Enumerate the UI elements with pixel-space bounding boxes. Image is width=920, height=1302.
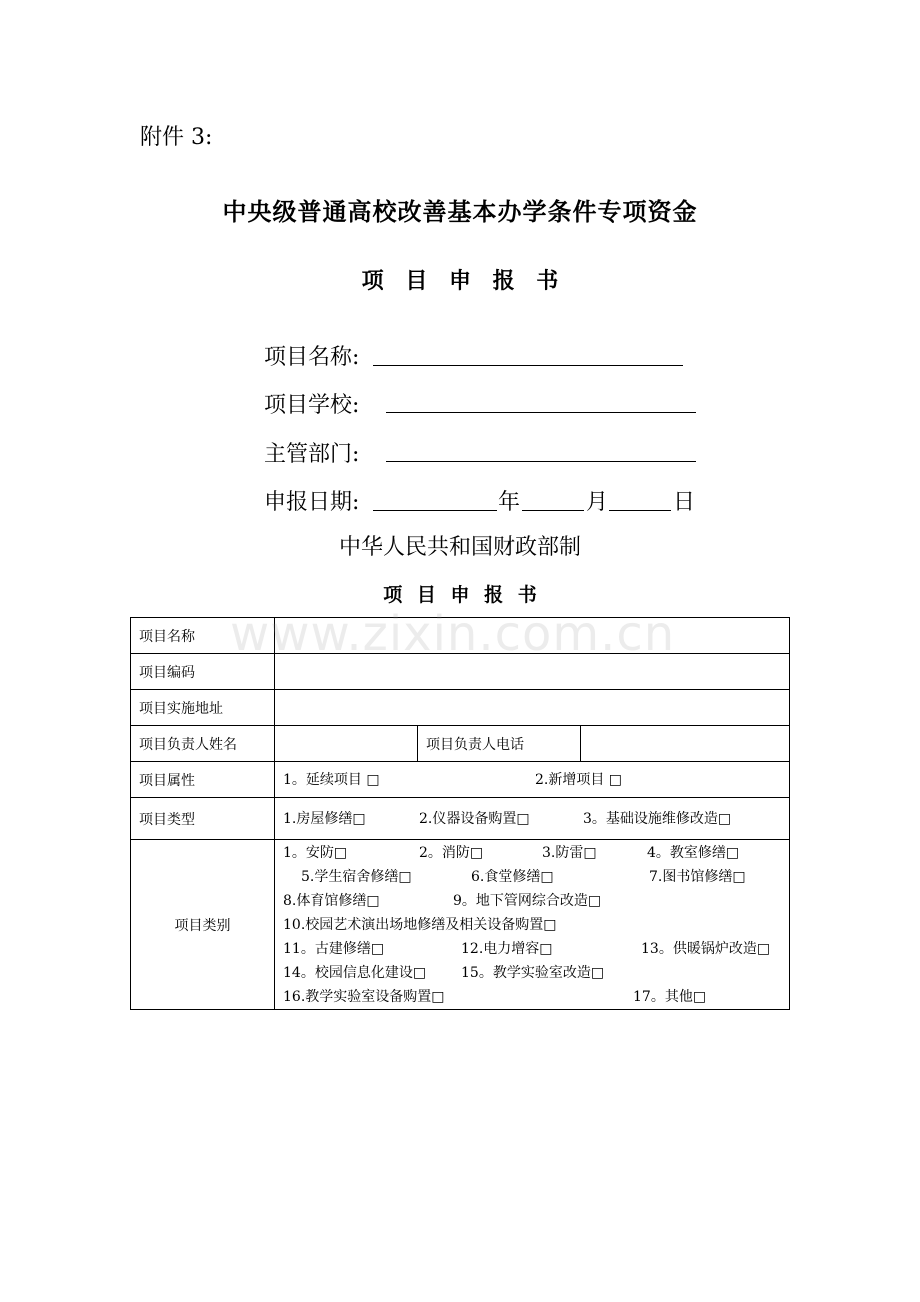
project-name-input-cell[interactable] bbox=[275, 618, 790, 654]
category-option[interactable]: 15。教学实验室改造□ bbox=[461, 964, 605, 981]
attribute-option-new[interactable]: 2.新增项目 □ bbox=[535, 771, 623, 788]
category-option[interactable]: 17。其他□ bbox=[633, 988, 707, 1005]
project-name-field[interactable] bbox=[373, 365, 683, 366]
attribute-cell-label: 项目属性 bbox=[131, 762, 275, 798]
date-month-field[interactable] bbox=[522, 510, 584, 511]
category-option[interactable]: 12.电力增容□ bbox=[461, 940, 553, 957]
table-row bbox=[131, 798, 790, 840]
table-title: 项 目 申 报 书 bbox=[383, 584, 537, 606]
category-option[interactable]: 4。教室修缮□ bbox=[647, 844, 740, 861]
type-cell-label: 项目类型 bbox=[131, 798, 275, 840]
watermark: www.zixin.com.cn bbox=[230, 606, 676, 662]
project-school-label: 项目学校: bbox=[264, 393, 360, 418]
category-option[interactable]: 14。校园信息化建设□ bbox=[283, 964, 427, 981]
table-row bbox=[131, 618, 790, 654]
date-day-field[interactable] bbox=[609, 510, 671, 511]
category-cell-label: 项目类别 bbox=[131, 840, 275, 1010]
project-school-field[interactable] bbox=[386, 412, 696, 413]
type-option-equipment[interactable]: 2.仪器设备购置□ bbox=[419, 810, 530, 827]
date-year-field[interactable] bbox=[373, 510, 497, 511]
table-row bbox=[131, 762, 790, 798]
project-code-cell-label: 项目编码 bbox=[131, 654, 275, 690]
category-option[interactable]: 8.体育馆修缮□ bbox=[283, 892, 380, 909]
date-month-label: 月 bbox=[586, 490, 609, 515]
table-row bbox=[131, 654, 790, 690]
category-option[interactable]: 13。供暖锅炉改造□ bbox=[641, 940, 771, 957]
application-table bbox=[130, 617, 790, 1010]
leader-name-cell-label: 项目负责人姓名 bbox=[131, 726, 275, 762]
project-address-cell-label: 项目实施地址 bbox=[131, 690, 275, 726]
department-field[interactable] bbox=[386, 461, 696, 462]
type-options bbox=[275, 798, 790, 840]
document-subtitle: 项 目 申 报 书 bbox=[361, 268, 559, 294]
category-options bbox=[275, 840, 790, 1010]
table-row bbox=[131, 726, 790, 762]
leader-phone-input-cell[interactable] bbox=[581, 726, 790, 762]
category-option[interactable]: 9。地下管网综合改造□ bbox=[453, 892, 602, 909]
department-label: 主管部门: bbox=[264, 442, 360, 467]
issuer-label: 中华人民共和国财政部制 bbox=[338, 535, 581, 560]
project-code-input-cell[interactable] bbox=[275, 654, 790, 690]
category-option[interactable]: 1。安防□ bbox=[283, 844, 348, 861]
leader-phone-cell-label: 项目负责人电话 bbox=[418, 726, 581, 762]
date-label: 申报日期: bbox=[264, 490, 360, 515]
document-title: 中央级普通高校改善基本办学条件专项资金 bbox=[222, 197, 698, 226]
category-option[interactable]: 16.教学实验室设备购置□ bbox=[283, 988, 445, 1005]
attribute-option-continuing[interactable]: 1。延续项目 □ bbox=[283, 771, 380, 788]
category-option[interactable]: 5.学生宿舍修缮□ bbox=[301, 868, 412, 885]
category-option[interactable]: 7.图书馆修缮□ bbox=[649, 868, 746, 885]
leader-name-input-cell[interactable] bbox=[275, 726, 418, 762]
date-day-label: 日 bbox=[673, 490, 696, 515]
project-name-label: 项目名称: bbox=[264, 345, 360, 370]
date-year-label: 年 bbox=[498, 490, 521, 515]
attribute-options bbox=[275, 762, 790, 798]
table-row bbox=[131, 840, 790, 1010]
category-option[interactable]: 3.防雷□ bbox=[542, 844, 597, 861]
category-option[interactable]: 6.食堂修缮□ bbox=[471, 868, 554, 885]
category-option[interactable]: 2。消防□ bbox=[419, 844, 484, 861]
table-row bbox=[131, 690, 790, 726]
project-name-cell-label: 项目名称 bbox=[131, 618, 275, 654]
type-option-infrastructure[interactable]: 3。基础设施维修改造□ bbox=[583, 810, 732, 827]
annex-label: 附件 3: bbox=[140, 125, 213, 150]
project-address-input-cell[interactable] bbox=[275, 690, 790, 726]
type-option-housing[interactable]: 1.房屋修缮□ bbox=[283, 810, 366, 827]
category-option[interactable]: 10.校园艺术演出场地修缮及相关设备购置□ bbox=[283, 916, 557, 933]
category-option[interactable]: 11。古建修缮□ bbox=[283, 940, 385, 957]
